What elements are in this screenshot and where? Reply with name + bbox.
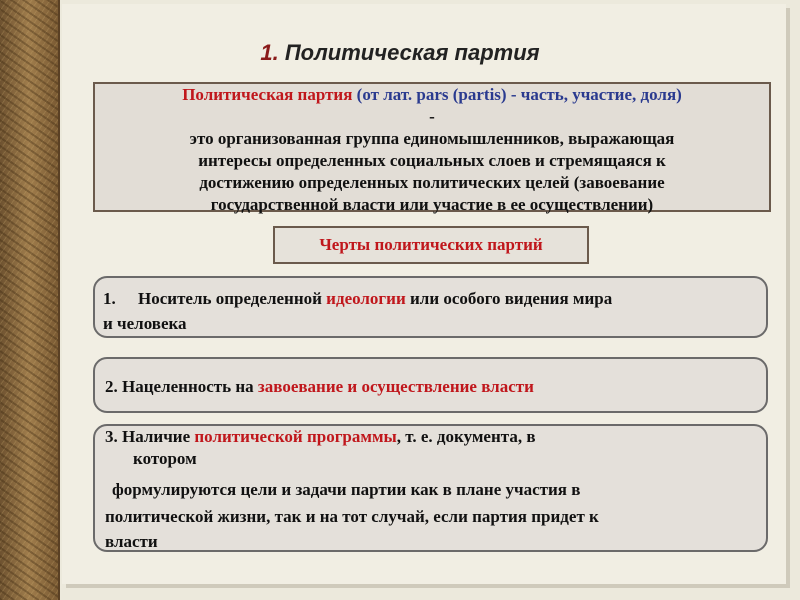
slide-title	[0, 40, 800, 66]
definition-line-3: достижению определенных политических целей (завоевание	[199, 173, 665, 192]
definition-box	[93, 82, 771, 212]
feature-3-line-2: котором	[133, 449, 197, 468]
feature-1-line-1	[103, 286, 756, 311]
feature-3-text-b: , т. е. документа, в	[396, 427, 536, 446]
definition-line-2: интересы определенных социальных слоев и стремящаяся к	[198, 151, 666, 170]
definition-line-1: это организованная группа единомышленников, выражающая	[189, 129, 675, 148]
features-header: Черты политических партий	[273, 226, 589, 264]
feature-3-text-a: 3. Наличие	[105, 427, 195, 446]
definition-first-line	[101, 84, 763, 106]
feature-1-text-a: Носитель определенной	[138, 289, 327, 308]
definition-etymology: (от лат. pars (partis) - часть, участие, доля)	[352, 85, 682, 104]
feature-item-2	[93, 357, 768, 413]
feature-1-line-2: и человека	[103, 314, 187, 333]
definition-line-4: государственной власти или участие в ее осуществлении)	[210, 195, 654, 214]
slide-title-text: Политическая партия	[278, 40, 540, 65]
feature-3-line-3: формулируются цели и задачи партии как в плане участия в	[112, 480, 581, 499]
feature-item-3	[93, 424, 768, 552]
feature-1-text-b: или особого видения мира	[405, 289, 613, 308]
feature-item-1	[93, 276, 768, 338]
feature-2-highlight: завоевание и осуществление власти	[257, 377, 534, 396]
wood-texture-strip	[0, 0, 60, 600]
slide-title-number: 1.	[260, 40, 279, 65]
feature-3-line-5: власти	[105, 532, 158, 551]
definition-dash: -	[429, 107, 435, 126]
feature-3-highlight: политической программы	[194, 427, 397, 446]
feature-1-marker: 1.	[103, 289, 116, 308]
feature-1-highlight: идеологии	[326, 289, 406, 308]
definition-term: Политическая партия	[182, 85, 353, 104]
feature-2-text-a: 2. Нацеленность на	[105, 377, 258, 396]
feature-3-line-4: политической жизни, так и на тот случай, если партия придет к	[105, 507, 599, 526]
